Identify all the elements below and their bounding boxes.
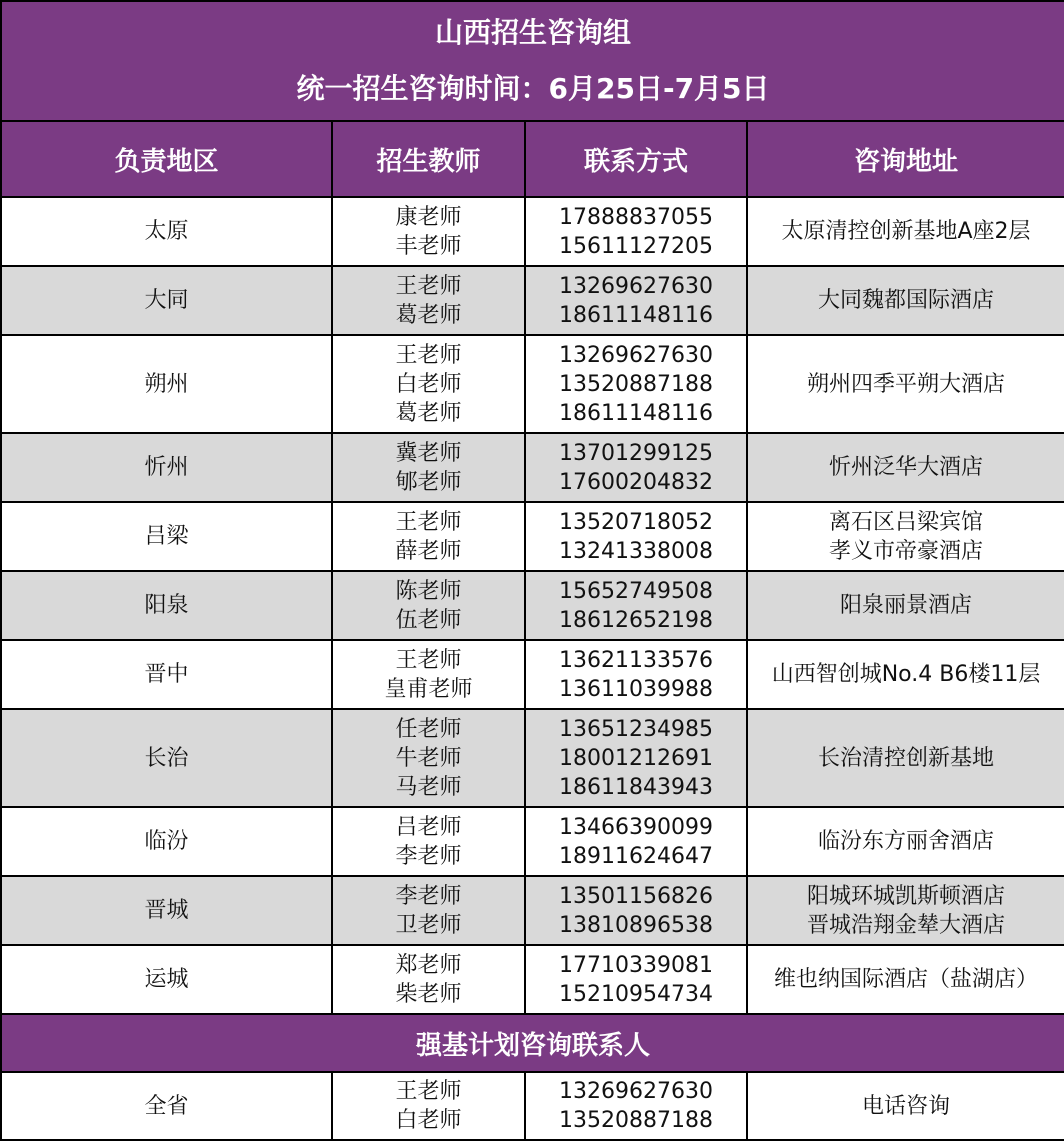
teacher-name: 吕老师 [395, 814, 462, 840]
region-cell: 太原 [1, 197, 332, 266]
phone-number: 13621133576 [559, 647, 713, 673]
phone-number: 13520887188 [559, 1108, 713, 1133]
region-cell: 晋城 [1, 876, 332, 945]
address-cell [747, 571, 1064, 640]
teacher-cell [332, 640, 525, 709]
address-cell [747, 266, 1064, 335]
teacher-name: 柴老师 [395, 981, 462, 1007]
table-row [1, 807, 1064, 876]
phone-number: 15210954734 [559, 981, 713, 1007]
address-line: 朔州四季平朔大酒店 [807, 371, 1006, 397]
address-cell [747, 502, 1064, 571]
phone-number: 13269627630 [559, 342, 713, 368]
phone-cell [525, 502, 747, 571]
region-cell: 朔州 [1, 335, 332, 433]
teacher-cell [332, 876, 525, 945]
phone-number: 15652749508 [559, 578, 713, 604]
teacher-cell [332, 335, 525, 433]
header-contact: 联系方式 [525, 121, 747, 197]
phone-cell [525, 571, 747, 640]
teacher-cell [332, 266, 525, 335]
address-cell [747, 640, 1064, 709]
phone-number: 13269627630 [559, 1079, 713, 1104]
phone-cell [525, 640, 747, 709]
phone-number: 13520718052 [559, 509, 713, 535]
address-line: 维也纳国际酒店（盐湖店） [774, 967, 1039, 992]
teacher-cell [332, 709, 525, 807]
phone-number: 13810896538 [559, 912, 713, 938]
phone-number: 18612652198 [559, 607, 713, 633]
phone-cell [525, 876, 747, 945]
header-region: 负责地区 [1, 121, 332, 197]
phone-number: 17888837055 [559, 204, 713, 230]
teacher-name: 冀老师 [395, 440, 462, 466]
teacher-cell [332, 502, 525, 571]
teacher-name: 丰老师 [395, 233, 462, 259]
teacher-cell [332, 945, 525, 1014]
phone-number: 13269627630 [559, 273, 713, 299]
phone-cell [525, 335, 747, 433]
address-line: 阳泉丽景酒店 [840, 593, 973, 618]
teacher-cell [332, 571, 525, 640]
phone-cell [525, 807, 747, 876]
address-cell [747, 807, 1064, 876]
region-cell: 长治 [1, 709, 332, 807]
address-line: 太原清控创新基地A座2层 [781, 219, 1031, 244]
address-cell [747, 335, 1064, 433]
teacher-cell [332, 1072, 525, 1140]
phone-number: 13520887188 [559, 371, 713, 397]
address-cell [747, 1072, 1064, 1140]
table-row [1, 266, 1064, 335]
phone-number: 18001212691 [559, 745, 713, 771]
table-row [1, 197, 1064, 266]
teacher-cell [332, 807, 525, 876]
phone-number: 18611843943 [559, 774, 713, 800]
region-cell: 忻州 [1, 433, 332, 502]
address-line: 山西智创城No.4 B6楼11层 [771, 662, 1041, 687]
teacher-name: 李老师 [395, 883, 462, 909]
address-line: 忻州泛华大酒店 [829, 455, 984, 480]
teacher-name: 王老师 [395, 647, 462, 673]
address-cell [747, 876, 1064, 945]
address-line: 长治清控创新基地 [818, 745, 995, 771]
phone-cell [525, 197, 747, 266]
teacher-name: 白老师 [395, 371, 462, 397]
teacher-name: 伍老师 [395, 607, 462, 633]
phone-number: 13241338008 [559, 538, 713, 564]
phone-number: 18611148116 [559, 400, 713, 426]
table-row [1, 502, 1064, 571]
table-row [1, 640, 1064, 709]
address-line: 电话咨询 [862, 1093, 951, 1119]
page-title: 山西招生咨询组 [435, 16, 632, 49]
region-cell: 大同 [1, 266, 332, 335]
region-cell: 临汾 [1, 807, 332, 876]
teacher-name: 康老师 [395, 204, 462, 230]
phone-number: 13466390099 [559, 814, 713, 840]
teacher-name: 薛老师 [395, 538, 462, 564]
teacher-name: 郇老师 [395, 469, 462, 495]
teacher-name: 王老师 [395, 1079, 462, 1104]
teacher-name: 白老师 [395, 1108, 462, 1133]
teacher-name: 卫老师 [395, 912, 462, 938]
teacher-name: 王老师 [395, 273, 462, 299]
phone-number: 18611148116 [559, 302, 713, 328]
address-cell [747, 709, 1064, 807]
page-subtitle: 统一招生咨询时间：6月25日-7月5日 [296, 72, 770, 105]
table-row [1, 876, 1064, 945]
teacher-name: 陈老师 [395, 578, 462, 604]
phone-cell [525, 945, 747, 1014]
phone-number: 13701299125 [559, 440, 713, 466]
teacher-name: 王老师 [395, 342, 462, 368]
phone-number: 13611039988 [559, 676, 713, 702]
phone-number: 15611127205 [559, 233, 713, 259]
region-cell: 阳泉 [1, 571, 332, 640]
table-row [1, 945, 1064, 1014]
table-row [1, 709, 1064, 807]
teacher-name: 马老师 [395, 774, 462, 800]
address-line: 临汾东方丽舍酒店 [818, 829, 995, 854]
teacher-name: 葛老师 [395, 400, 462, 426]
phone-number: 17600204832 [559, 469, 713, 495]
region-cell: 吕梁 [1, 502, 332, 571]
table-row [1, 571, 1064, 640]
phone-cell [525, 266, 747, 335]
address-cell [747, 433, 1064, 502]
header-teacher: 招生教师 [332, 121, 525, 197]
region-cell: 运城 [1, 945, 332, 1014]
phone-cell [525, 433, 747, 502]
teacher-name: 皇甫老师 [384, 676, 473, 702]
teacher-name: 葛老师 [395, 302, 462, 328]
phone-number: 13501156826 [559, 883, 713, 909]
address-cell [747, 197, 1064, 266]
header-address: 咨询地址 [747, 121, 1064, 197]
teacher-name: 李老师 [395, 843, 462, 869]
table-row [1, 1072, 1064, 1140]
teacher-name: 牛老师 [395, 745, 462, 771]
phone-cell [525, 1072, 747, 1140]
address-line: 大同魏都国际酒店 [818, 288, 995, 313]
phone-number: 18911624647 [559, 843, 713, 869]
teacher-cell [332, 433, 525, 502]
phone-number: 13651234985 [559, 716, 713, 742]
address-line: 离石区吕梁宾馆 [829, 509, 984, 535]
teacher-cell [332, 197, 525, 266]
table-title-cell [1, 1, 1064, 121]
phone-cell [525, 709, 747, 807]
teacher-name: 郑老师 [395, 952, 462, 978]
table-row [1, 433, 1064, 502]
teacher-name: 王老师 [395, 509, 462, 535]
region-cell: 全省 [1, 1072, 332, 1140]
teacher-name: 任老师 [395, 716, 462, 742]
address-line: 孝义市帝豪酒店 [829, 538, 984, 564]
table-row [1, 335, 1064, 433]
region-cell: 晋中 [1, 640, 332, 709]
address-cell [747, 945, 1064, 1014]
phone-number: 17710339081 [559, 952, 713, 978]
section-title: 强基计划咨询联系人 [1, 1014, 1064, 1072]
address-line: 阳城环城凯斯顿酒店 [807, 883, 1006, 909]
address-line: 晋城浩翔金辇大酒店 [807, 912, 1006, 938]
